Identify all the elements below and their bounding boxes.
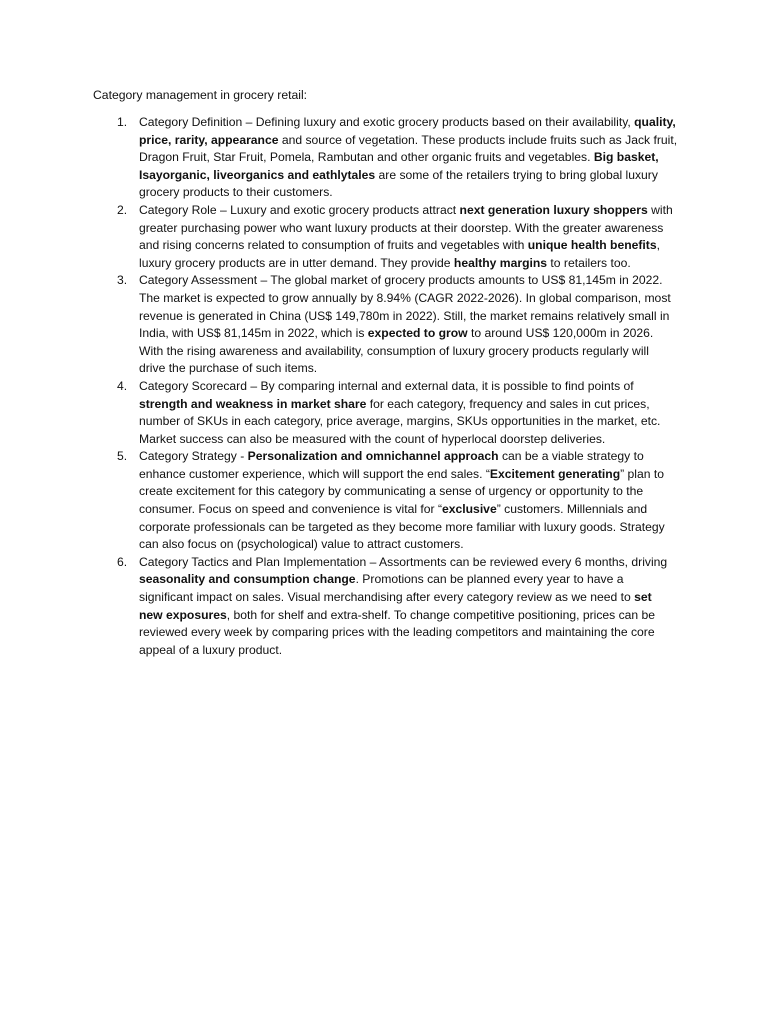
list-item-text: to around US$ 120,000m in 2026. With the rising awareness and availability, consumption of luxury grocery products regularly will drive the purchase of such items. xyxy=(139,326,654,376)
list-item-text: Category Scorecard – By comparing internal and external data, it is possible to find points of xyxy=(139,378,634,393)
list-item-bold-text: Excitement generating xyxy=(489,466,621,481)
list-item-text: can be a viable strategy to enhance customer experience, which will support the end sales. “ xyxy=(139,449,644,481)
list-item-bold-text: strength and weakness in market share xyxy=(139,396,367,411)
document-title: Category management in grocery retail: xyxy=(93,88,308,102)
list-item xyxy=(93,554,678,660)
list-item-text: with greater purchasing power who want luxury products at their doorstep. With the greater awareness and rising concerns related to consumption of fruits and vegetables with xyxy=(139,202,673,253)
list-item-text: ” plan to create excitement for this category by communicating a sense of urgency or opportunity to the consumer. Focus on speed and convenience is vital for “ xyxy=(139,466,665,517)
list-item-text: Category Assessment – The global market of grocery products amounts to US$ 81,145m in 2022. The market is expected to grow annually by 8.94% (CAGR 2022-2026). In global comparison, most revenue is generated in China (US$ 149,780m in 2022). Still, the market remains relatively small in India, with US$ 81,145m in 2022, which is xyxy=(139,273,671,341)
list-item-text: Category Definition – Defining luxury and exotic grocery products based on their availability, xyxy=(139,115,635,129)
numbered-list xyxy=(93,114,678,659)
list-item xyxy=(93,448,678,554)
list-item-text: , both for shelf and extra-shelf. To change competitive positioning, prices can be reviewed every week by comparing prices with the leading competitors and maintaining the core appeal of a luxury product. xyxy=(139,607,656,657)
list-item-bold-text: Big basket, Isayorganic, liveorganics and eathlytales xyxy=(139,150,659,182)
list-item-bold-text: expected to grow xyxy=(367,326,468,341)
list-item xyxy=(93,114,678,202)
list-item xyxy=(93,378,678,448)
list-item-text: Category Strategy - xyxy=(139,449,248,464)
list-item-text: . Promotions can be planned every year to have a significant impact on sales. Visual merchandising after every category review as we need to xyxy=(139,572,635,605)
list-item xyxy=(93,272,678,378)
list-item-text: ” customers. Millennials and corporate professionals can be targeted as they become more familiar with luxury goods. Strategy can also focus on (psychological) value to attract customers. xyxy=(139,502,665,552)
list-item-bold-text: quality, price, rarity, appearance xyxy=(139,115,676,147)
list-item-bold-text: set new exposures xyxy=(139,590,652,622)
list-item-number: 4. xyxy=(117,378,128,393)
list-item-number: 2. xyxy=(117,202,128,217)
list-item-number: 5. xyxy=(117,449,128,464)
list-item-text: Category Role – Luxury and exotic grocery products attract xyxy=(139,202,460,217)
list-item-number: 3. xyxy=(117,273,128,288)
list-item-number: 6. xyxy=(117,554,128,569)
list-item-text: and source of vegetation. These products include fruits such as Jack fruit, Dragon Fruit, Star Fruit, Pomela, Rambutan and other organic fruits and vegetables. xyxy=(139,132,678,165)
list-item-text: for each category, frequency and sales in cut prices, number of SKUs in each category, price average, margins, SKUs opportunities in the market, etc. Market success can also be measured with the count of hyperlocal doorstep deliveries. xyxy=(139,396,661,446)
list-item-text: , luxury grocery products are in utter demand. They provide xyxy=(139,238,660,270)
list-item-bold-text: next generation luxury shoppers xyxy=(459,202,648,217)
list-item xyxy=(93,202,678,272)
list-item-bold-text: Personalization and omnichannel approach xyxy=(247,449,499,464)
list-item-bold-text: seasonality and consumption change xyxy=(139,572,356,587)
list-item-number: 1. xyxy=(117,115,128,129)
list-item-bold-text: exclusive xyxy=(442,502,497,517)
list-item-bold-text: healthy margins xyxy=(453,255,548,270)
list-item-text: Category Tactics and Plan Implementation – Assortments can be reviewed every 6 months, driving xyxy=(139,554,668,569)
list-item-bold-text: unique health benefits xyxy=(527,238,657,253)
list-item-text: to retailers too. xyxy=(547,255,631,270)
list-item-text: are some of the retailers trying to bring global luxury grocery products to their customers. xyxy=(139,167,658,200)
